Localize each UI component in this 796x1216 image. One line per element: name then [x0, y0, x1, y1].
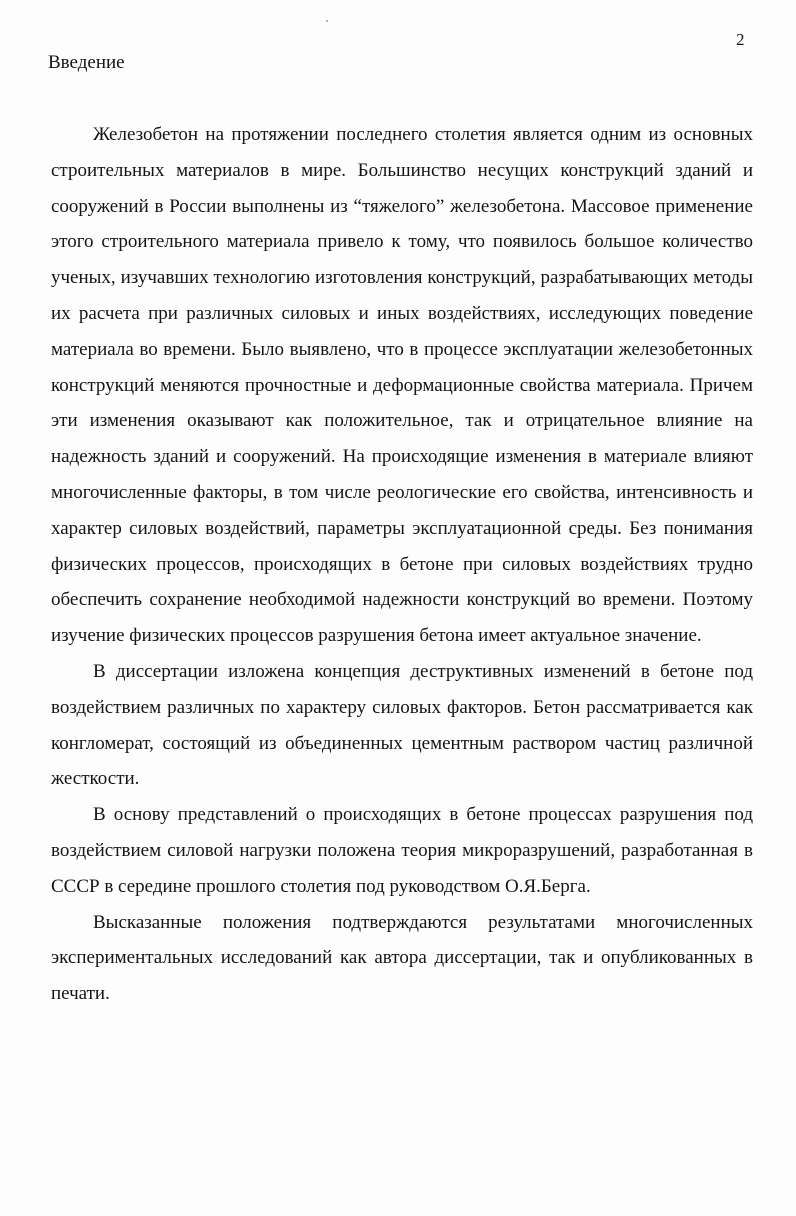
paragraph: Железобетон на протяжении последнего столетия является одним из основных строительных материалов в мире. Большинство несущих конструкций зданий и сооружений в России выполнены из “тяжелого” железобетона. Массовое применение этого строительного материала привело к тому, что появилось большое количество ученых, изучавших технологию изготовления конструкций, разрабатывающих методы их расчета при различных силовых и иных воздействиях, исследующих поведение материала во времени. Было выявлено, что в процессе эксплуатации железобетонных конструкций меняются прочностные и деформационные свойства материала. Причем эти изменения оказывают как положительное, так и отрицательное влияние на надежность зданий и сооружений. На происходящие изменения в материале влияют многочисленные факторы, в том числе реологические его свойства, интенсивность и характер силовых воздействий, параметры эксплуатационной среды. Без понимания физических процессов, происходящих в бетоне при силовых воздействиях трудно обеспечить сохранение необходимой надежности конструкций во времени. Поэтому изучение физических процессов разрушения бетона имеет актуальное значение.	[51, 124, 753, 647]
paragraph: В основу представлений о происходящих в бетоне процессах разрушения под воздействием силовой нагрузки положена теория микроразрушений, разработанная в СССР в середине прошлого столетия под руководством О.Я.Берга.	[51, 804, 753, 897]
section-title: Введение	[48, 52, 125, 73]
scan-speck	[326, 20, 328, 22]
paragraph: Высказанные положения подтверждаются результатами многочисленных экспериментальных исследований как автора диссертации, так и опубликованных в печати.	[51, 911, 753, 1005]
body-text	[51, 117, 753, 1012]
page-number: 2	[736, 30, 745, 49]
paragraph: В диссертации изложена концепция деструктивных изменений в бетоне под воздействием различных по характеру силовых факторов. Бетон рассматривается как конгломерат, состоящий из объединенных цементным раствором частиц различной жесткости.	[51, 660, 753, 790]
